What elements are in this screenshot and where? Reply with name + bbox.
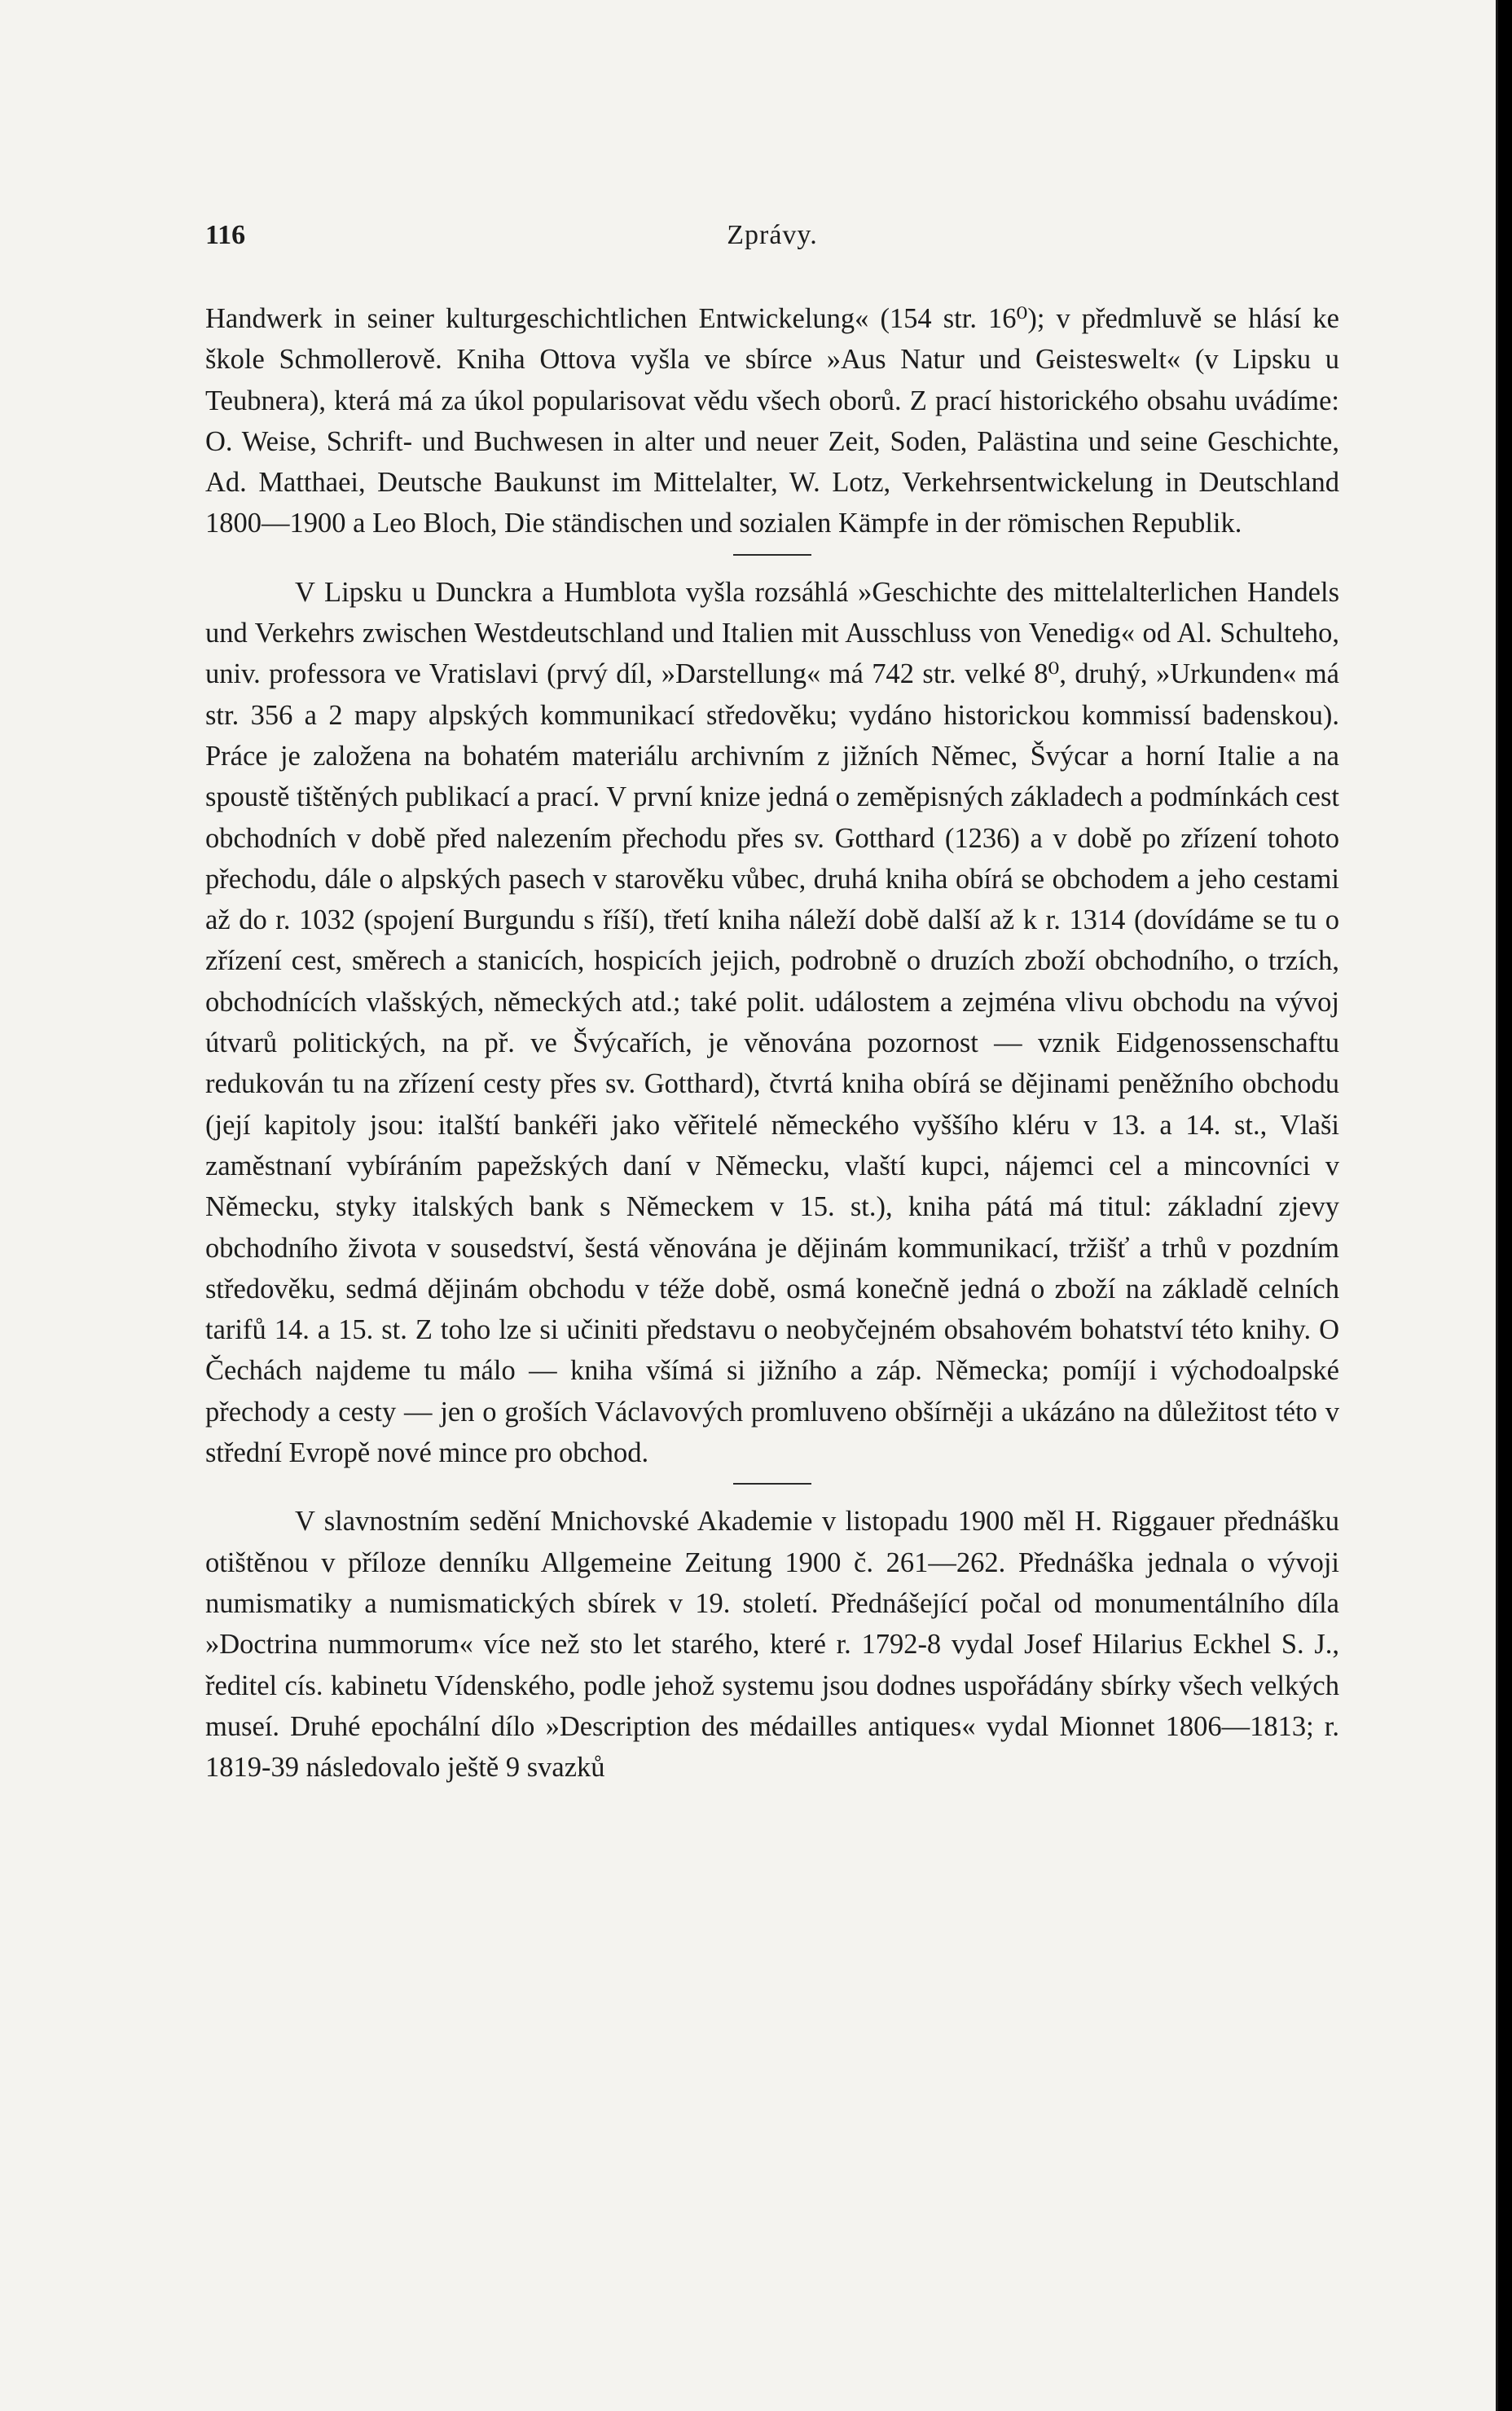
page-title: Zprávy.: [727, 220, 818, 250]
page-number: 116: [205, 220, 246, 250]
section-divider: [733, 554, 811, 556]
page-content: [205, 220, 1339, 1788]
paragraph-continued: Handwerk in seiner kulturgeschichtlichen Entwickelung« (154 str. 16⁰); v předmluvě se hlásí ke škole Schmollerově. Kniha Ottova vyšla ve sbírce »Aus Natur und Geisteswelt« (v Lipsku u Teubnera), která má za úkol popularisovat vědu všech oborů. Z prací historického obsahu uvádíme: O. Weise, Schrift- und Buchwesen in alter und neuer Zeit, Soden, Palästina und seine Geschichte, Ad. Matthaei, Deutsche Baukunst im Mittelalter, W. Lotz, Verkehrsentwickelung in Deutschland 1800—1900 a Leo Bloch, Die ständischen und sozialen Kämpfe in der römischen Republik.: [205, 303, 1339, 539]
paragraph-schulte-review: V Lipsku u Dunckra a Humblota vyšla rozsáhlá »Geschichte des mittelalterlichen Handels und Verkehrs zwischen Westdeutschland und Italien mit Ausschluss von Venedig« od Al. Schulteho, univ. professora ve Vratislavi (prvý díl, »Darstellung« má 742 str. velké 8⁰, druhý, »Urkunden« má str. 356 a 2 mapy alpských kommunikací středověku; vydáno historickou kommissí badenskou). Práce je založena na bohatém materiálu archivním z jižních Němec, Švýcar a horní Italie a na spoustě tištěných publikací a prací. V první knize jedná o zeměpisných základech a podmínkách cest obchodních v době před nalezením přechodu přes sv. Gotthard (1236) a v době po zřízení tohoto přechodu, dále o alpských pasech v starověku vůbec, druhá kniha obírá se obchodem a jeho cestami až do r. 1032 (spojení Burgundu s říší), třetí kniha náleží době další až k r. 1314 (dovídáme se tu o zřízení cest, směrech a stanicích, hospicích jejich, podrobně o druzích zboží obchodního, o trzích, obchodnících vlašských, německých atd.; také polit. událostem a zejména vlivu obchodu na vývoj útvarů politických, na př. ve Švýcařích, je věnována pozornost — vznik Eidgenossenschaftu redukován tu na zřízení cesty přes sv. Gotthard), čtvrtá kniha obírá se dějinami peněžního obchodu (její kapitoly jsou: italští bankéři jako věřitelé německého vyššího kléru v 13. a 14. st., Vlaši zaměstnaní vybíráním papežských daní v Německu, vlaští kupci, nájemci cel a mincovníci v Německu, styky italských bank s Německem v 15. st.), kniha pátá má titul: základní zjevy obchodního života v sousedství, šestá věnována je dějinám kommunikací, tržišť a trhů v pozdním středověku, sedmá dějinám obchodu v téže době, osmá konečně jedná o zboží na základě celních tarifů 14. a 15. st. Z toho lze si učiniti představu o neobyčejném obsahovém bohatství této knihy. O Čechách najdeme tu málo — kniha všímá si jižního a záp. Německa; pomíjí i východoalpské přechody a cesty — jen o groších Václavových promluveno obšírněji a ukázáno na důležitost této v střední Evropě nové mince pro obchod.: [205, 576, 1339, 1469]
article-body: [205, 298, 1339, 1788]
section-divider: [733, 1483, 811, 1485]
paragraph-riggauer-lecture: V slavnostním sedění Mnichovské Akademie v listopadu 1900 měl H. Riggauer přednášku otištěnou v příloze denníku Allgemeine Zeitung 1900 č. 261—262. Přednáška jednala o vývoji numismatiky a numismatických sbírek v 19. století. Přednášející počal od monumentálního díla »Doctrina nummorum« více než sto let starého, které r. 1792-8 vydal Josef Hilarius Eckhel S. J., ředitel cís. kabinetu Vídenského, podle jehož systemu jsou dodnes uspořádány sbírky všech velkých museí. Druhé epochální dílo »Description des médailles antiques« vydal Mionnet 1806—1813; r. 1819-39 následovalo ještě 9 svazků: [205, 1506, 1339, 1784]
running-header: [205, 220, 1339, 269]
